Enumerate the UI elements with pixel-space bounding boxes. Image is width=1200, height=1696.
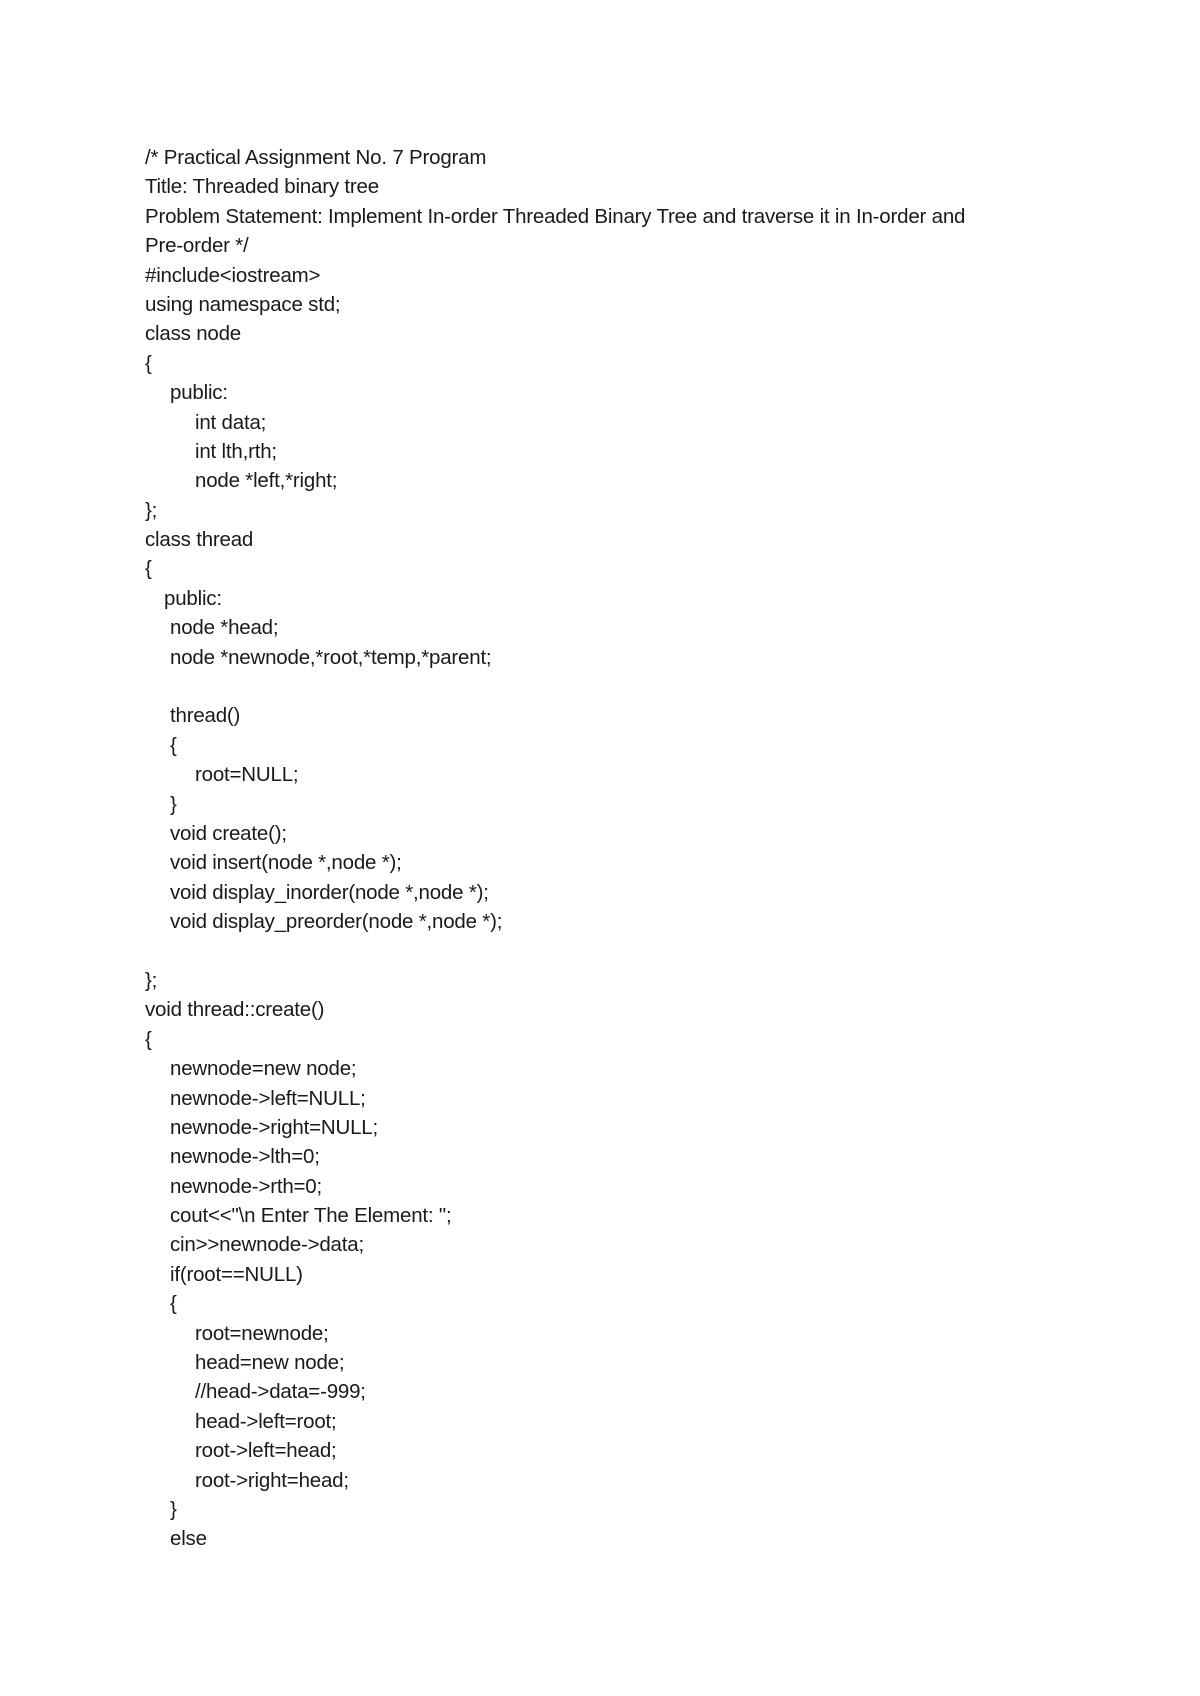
code-line: { xyxy=(145,351,152,375)
code-line: void insert(node *,node *); xyxy=(170,851,402,875)
code-line: head=new node; xyxy=(195,1351,345,1375)
code-line: //head->data=-999; xyxy=(195,1380,366,1404)
code-line: void display_inorder(node *,node *); xyxy=(170,880,489,904)
code-line: void create(); xyxy=(170,821,287,845)
code-line: if(root==NULL) xyxy=(170,1262,303,1286)
code-line: } xyxy=(170,792,177,816)
code-line: int data; xyxy=(195,410,267,434)
code-line: { xyxy=(145,1027,152,1051)
code-line: { xyxy=(145,557,152,581)
code-line: Pre-order */ xyxy=(145,234,249,258)
code-line: class thread xyxy=(145,528,254,552)
code-line: { xyxy=(170,733,177,757)
code-line: Title: Threaded binary tree xyxy=(145,175,379,199)
code-line: { xyxy=(170,1292,177,1316)
code-line: public: xyxy=(164,586,222,610)
code-line: } xyxy=(170,1497,177,1521)
blank-line xyxy=(145,672,1085,701)
code-line: Problem Statement: Implement In-order Threaded Binary Tree and traverse it in In-order and xyxy=(145,204,966,228)
code-line: }; xyxy=(145,968,158,992)
code-line: root->right=head; xyxy=(195,1468,349,1492)
code-line: else xyxy=(170,1527,207,1551)
code-line: void thread::create() xyxy=(145,998,325,1022)
code-line: #include<iostream> xyxy=(145,263,321,287)
code-line: newnode=new node; xyxy=(170,1057,357,1081)
code-listing xyxy=(145,143,1085,1554)
blank-line xyxy=(145,937,1085,966)
code-line: node *left,*right; xyxy=(195,469,338,493)
code-line: class node xyxy=(145,322,242,346)
code-line: node *newnode,*root,*temp,*parent; xyxy=(170,645,492,669)
code-line: head->left=root; xyxy=(195,1409,337,1433)
code-line: cout<<"\n Enter The Element: "; xyxy=(170,1204,452,1228)
code-line: newnode->rth=0; xyxy=(170,1174,323,1198)
code-line: using namespace std; xyxy=(145,292,341,316)
code-line: int lth,rth; xyxy=(195,439,277,463)
code-line: root->left=head; xyxy=(195,1439,337,1463)
code-line: newnode->lth=0; xyxy=(170,1145,320,1169)
code-line: cin>>newnode->data; xyxy=(170,1233,364,1257)
code-line: newnode->left=NULL; xyxy=(170,1086,366,1110)
code-line: newnode->right=NULL; xyxy=(170,1115,378,1139)
code-line: void display_preorder(node *,node *); xyxy=(170,910,503,934)
code-line: /* Practical Assignment No. 7 Program xyxy=(145,146,487,169)
code-line: root=NULL; xyxy=(195,763,299,787)
code-line: node *head; xyxy=(170,616,279,640)
code-line: thread() xyxy=(170,704,241,728)
code-line: root=newnode; xyxy=(195,1321,329,1345)
code-line: public: xyxy=(170,381,228,405)
code-line: }; xyxy=(145,498,158,522)
